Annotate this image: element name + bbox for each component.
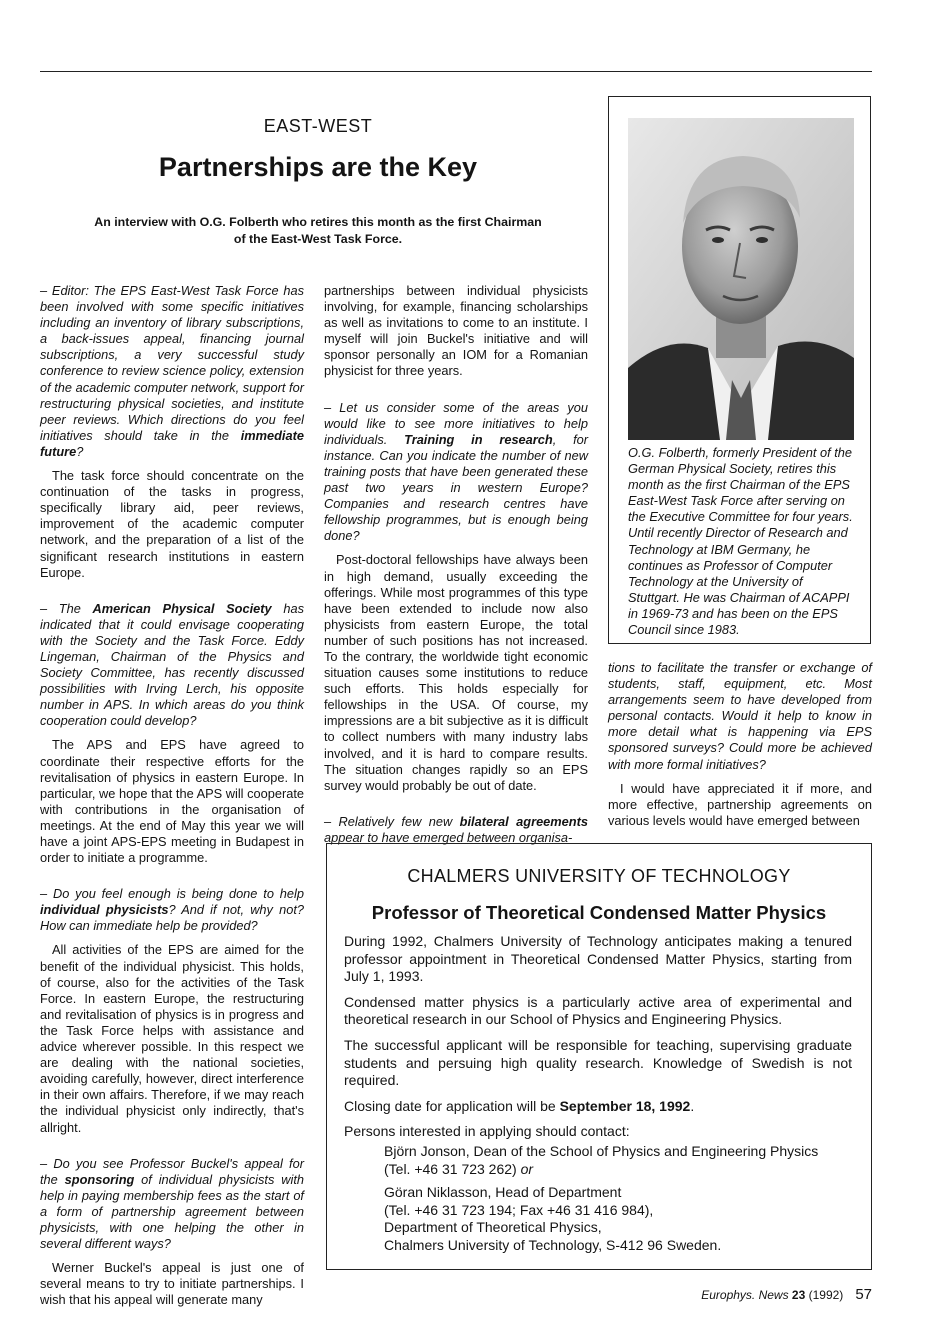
ad-paragraph-1: During 1992, Chalmers University of Technology anticipates making a tenured professor appointment in Theoretical Condensed Matter Physics, starting from July 1, 1993. <box>344 933 852 985</box>
answer-1: The task force should concentrate on the continuation of the tasks in progress, specifically library aid, peer reviews, improvement of the academic computer network, and the preparation of a list of the significant research institutions in eastern Europe. <box>40 468 304 580</box>
page-footer <box>701 1286 872 1303</box>
ad-contact-1: Björn Jonson, Dean of the School of Physics and Engineering Physics (Tel. +46 31 723 262) or <box>384 1142 819 1177</box>
answer-5: Post-doctoral fellowships have always been in high demand, usually exceeding the offerings. While most programmes of this type have been extended to include now also physicists from eastern Europe, the total number of such positions has not increased. To the contrary, the worldwide tight economic situation causes some institutions to reduce such efforts. This holds especially for fellowships in the USA. Of course, my impressions are a bit subjective as it is difficult to collect numbers with many industry labs involved, and it is hard to compare results. The situation changes rapidly so an EPS survey would probably be out of date. <box>324 552 588 793</box>
question-6-continued: tions to facilitate the transfer or exchange of students, staff, equipment, etc. Most arrangements seem to have developed from personal contacts. Would it help to know in more detail what is happening via EPS sponsored surveys? Could more be achieved with more formal initiatives? <box>608 660 872 772</box>
portrait-photo <box>628 118 854 440</box>
journal-volume: 23 <box>791 1288 806 1302</box>
job-advertisement <box>326 843 872 1270</box>
column-1 <box>40 283 304 1316</box>
answer-4: Werner Buckel's appeal is just one of several means to try to initiate partnerships. I wish that his appeal will generate many <box>40 1260 304 1308</box>
journal-name: Europhys. News <box>701 1288 792 1302</box>
section-kicker: EAST-WEST <box>263 116 373 136</box>
column-3 <box>608 660 872 837</box>
portrait-illustration <box>628 118 854 440</box>
article-subtitle <box>40 214 596 248</box>
question-4: – Do you see Professor Buckel's appeal for the sponsoring of individual physicists with help in paying membership fees as the start of a form of partnership agreement between physicists, with one helping the other in several different ways? <box>40 1155 304 1252</box>
answer-4-continued: partnerships between individual physicists involving, for example, financing scholarships as well as invitations to come to an institute. I myself will join Buckel's initiative and will sponsor personally an IOM for a Romanian physicist for three years. <box>324 283 588 379</box>
ad-paragraph-2: Condensed matter physics is a particularly active area of experimental and theoretical research in our School of Physics and Engineering Physics. <box>344 993 852 1028</box>
portrait-box <box>608 96 871 644</box>
ad-organisation: CHALMERS UNIVERSITY OF TECHNOLOGY <box>407 866 791 886</box>
subtitle-line-1: An interview with O.G. Folberth who retires this month as the first Chairman <box>94 215 542 229</box>
ad-closing-date: Closing date for application will be September 18, 1992. <box>344 1097 695 1114</box>
column-2 <box>324 283 588 854</box>
answer-6: I would have appreciated it if more, and more effective, partnership agreements on various levels would have emerged between <box>608 780 872 828</box>
page-number: 57 <box>855 1286 872 1303</box>
answer-3: All activities of the EPS are aimed for the benefit of the individual physicist. This holds, of course, also for the activities of the Task Force. In eastern Europe, the restructuring and revitalisation of physics is in progress and the Task Force helps with assistance and advice wherever possible. In this respect we are dealing with the national societies, avoiding carefully, however, direct interference in their own affairs. Therefore, if we may reach the individual physicist only indirectly, that's allright. <box>40 942 304 1135</box>
ad-body <box>344 933 852 1255</box>
ad-position-title: Professor of Theoretical Condensed Matter Physics <box>371 902 827 923</box>
portrait-caption: O.G. Folberth, formerly President of the German Physical Society, retires this month as the first Chairman of the EPS East-West Task Force after serving on the Executive Committee for four years. Until recently Director of Research and Technology at IBM Germany, he continues as Professor of Computer Technology at the University of Stuttgart. He was Chairman of ACAPPI in 1969-73 and has been on the EPS Council since 1983. <box>628 445 853 638</box>
question-3: – Do you feel enough is being done to help individual physicists? And if not, why not? How can immediate help be provided? <box>40 886 304 934</box>
question-2: – The American Physical Society has indicated that it could envisage cooperating with the Society and the Task Force. Eddy Lingeman, Chairman of the Physics and Society Committee, has recently discussed possibilities with Irving Lerch, his opposite number in APS. In which areas do you think cooperation could develop? <box>40 600 304 729</box>
question-1: – Editor: The EPS East-West Task Force has been involved with some specific initiatives including an inventory of library subscriptions, a back-issues appeal, financing journal subscriptions, a very successful study conference to review science policy, extension of the academic computer network, support for restructuring physical societies, and institute peer reviews. Which directions do you feel initiatives should take in the immediate future? <box>40 283 304 459</box>
answer-2: The APS and EPS have agreed to coordinate their respective efforts for the revitalisation of physics in eastern Europe. In particular, we hope that the APS will cooperate with contributions in the organisation of meetings. At the end of May this year we will have a joint APS-EPS meeting in Budapest in order to initiate a programme. <box>40 737 304 866</box>
question-6: – Relatively few new bilateral agreements appear to have emerged between organisa- <box>324 813 588 845</box>
article-title: Partnerships are the Key <box>158 152 478 182</box>
ad-contact-intro: Persons interested in applying should contact: <box>344 1123 630 1140</box>
subtitle-line-2: of the East-West Task Force. <box>233 232 403 246</box>
ad-contact-2: Göran Niklasson, Head of Department (Tel. +46 31 723 194; Fax +46 31 416 984), Department of Theoretical Physics, Chalmers University of Technology, S-412 96 Sweden. <box>384 1184 722 1253</box>
question-5: – Let us consider some of the areas you would like to see more initiatives to help individuals. Training in research, for instance. Can you indicate the number of new training posts that have been generated these past two years in western Europe? Companies and research centres have fellowship programmes, but is enough being done? <box>324 399 589 544</box>
journal-year: (1992) <box>805 1288 844 1302</box>
ad-paragraph-3: The successful applicant will be responsible for teaching, supervising graduate students and persuing high quality research. Knowledge of Swedish is not required. <box>344 1036 852 1089</box>
top-rule <box>40 71 872 72</box>
